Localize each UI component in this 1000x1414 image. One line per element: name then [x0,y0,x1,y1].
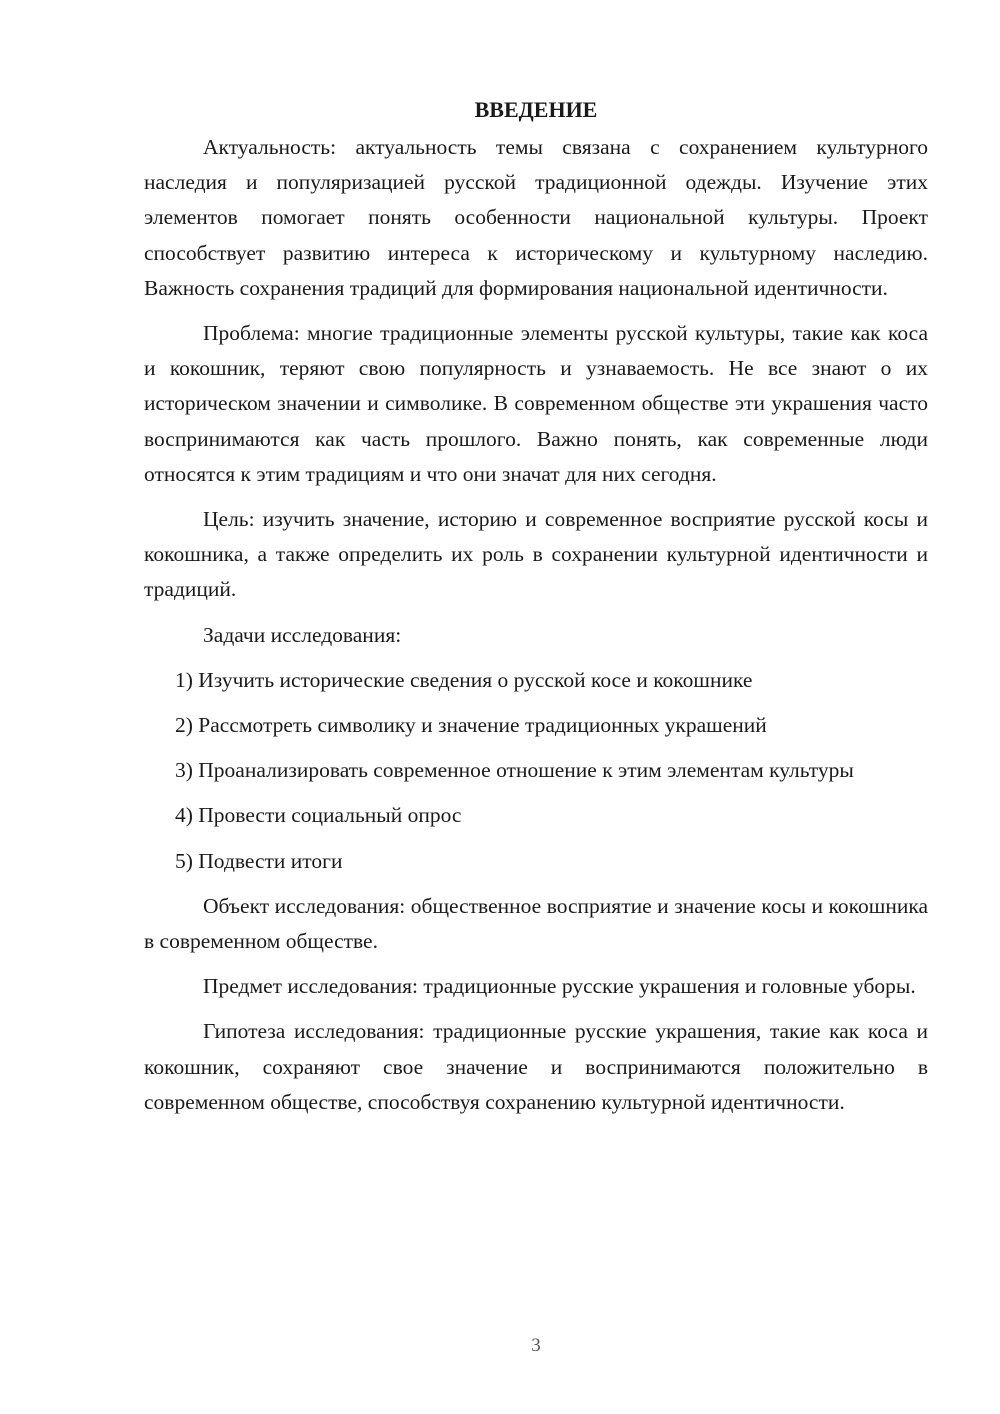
paragraph-goal: Цель: изучить значение, историю и современное восприятие русской косы и кокошника, а также определить их роль в сохранении культурной идентичности и традиций. [144,507,928,602]
task-item-5: 5) Подвести итоги [175,848,343,873]
document-page [144,92,928,1120]
paragraph-subject: Предмет исследования: традиционные русские украшения и головные уборы. [203,974,916,999]
paragraph-hypothesis: Гипотеза исследования: традиционные русские украшения, такие как коса и кокошник, сохраняют свое значение и воспринимаются положительно в современном обществе, способствуя сохранению культурной идентичности. [144,1019,928,1114]
task-item-4: 4) Провести социальный опрос [175,803,462,828]
tasks-title: Задачи исследования: [203,622,402,647]
task-item-3: 3) Проанализировать современное отношение к этим элементам культуры [175,758,854,783]
paragraph-relevance: Актуальность: актуальность темы связана с сохранением культурного наследия и популяризацией русской традиционной одежды. Изучение этих элементов помогает понять особенности национальной культуры. Проект способствует развитию интереса к историческому и культурному наследию. Важность сохранения традиций для формирования национальной идентичности. [144,135,928,300]
task-item-1: 1) Изучить исторические сведения о русской косе и кокошнике [175,667,753,692]
task-item-2: 2) Рассмотреть символику и значение традиционных украшений [175,713,767,738]
paragraph-object: Объект исследования: общественное восприятие и значение косы и кокошника в современном обществе. [144,893,928,954]
paragraph-problem: Проблема: многие традиционные элементы русской культуры, такие как коса и кокошник, теряют свою популярность и узнаваемость. Не все знают о их историческом значении и символике. В современном обществе эти украшения часто воспринимаются как часть прошлого. Важно понять, как современные люди относятся к этим традициям и что они значат для них сегодня. [144,321,928,486]
section-heading: ВВЕДЕНИЕ [474,97,598,122]
page-number: 3 [531,1335,541,1356]
